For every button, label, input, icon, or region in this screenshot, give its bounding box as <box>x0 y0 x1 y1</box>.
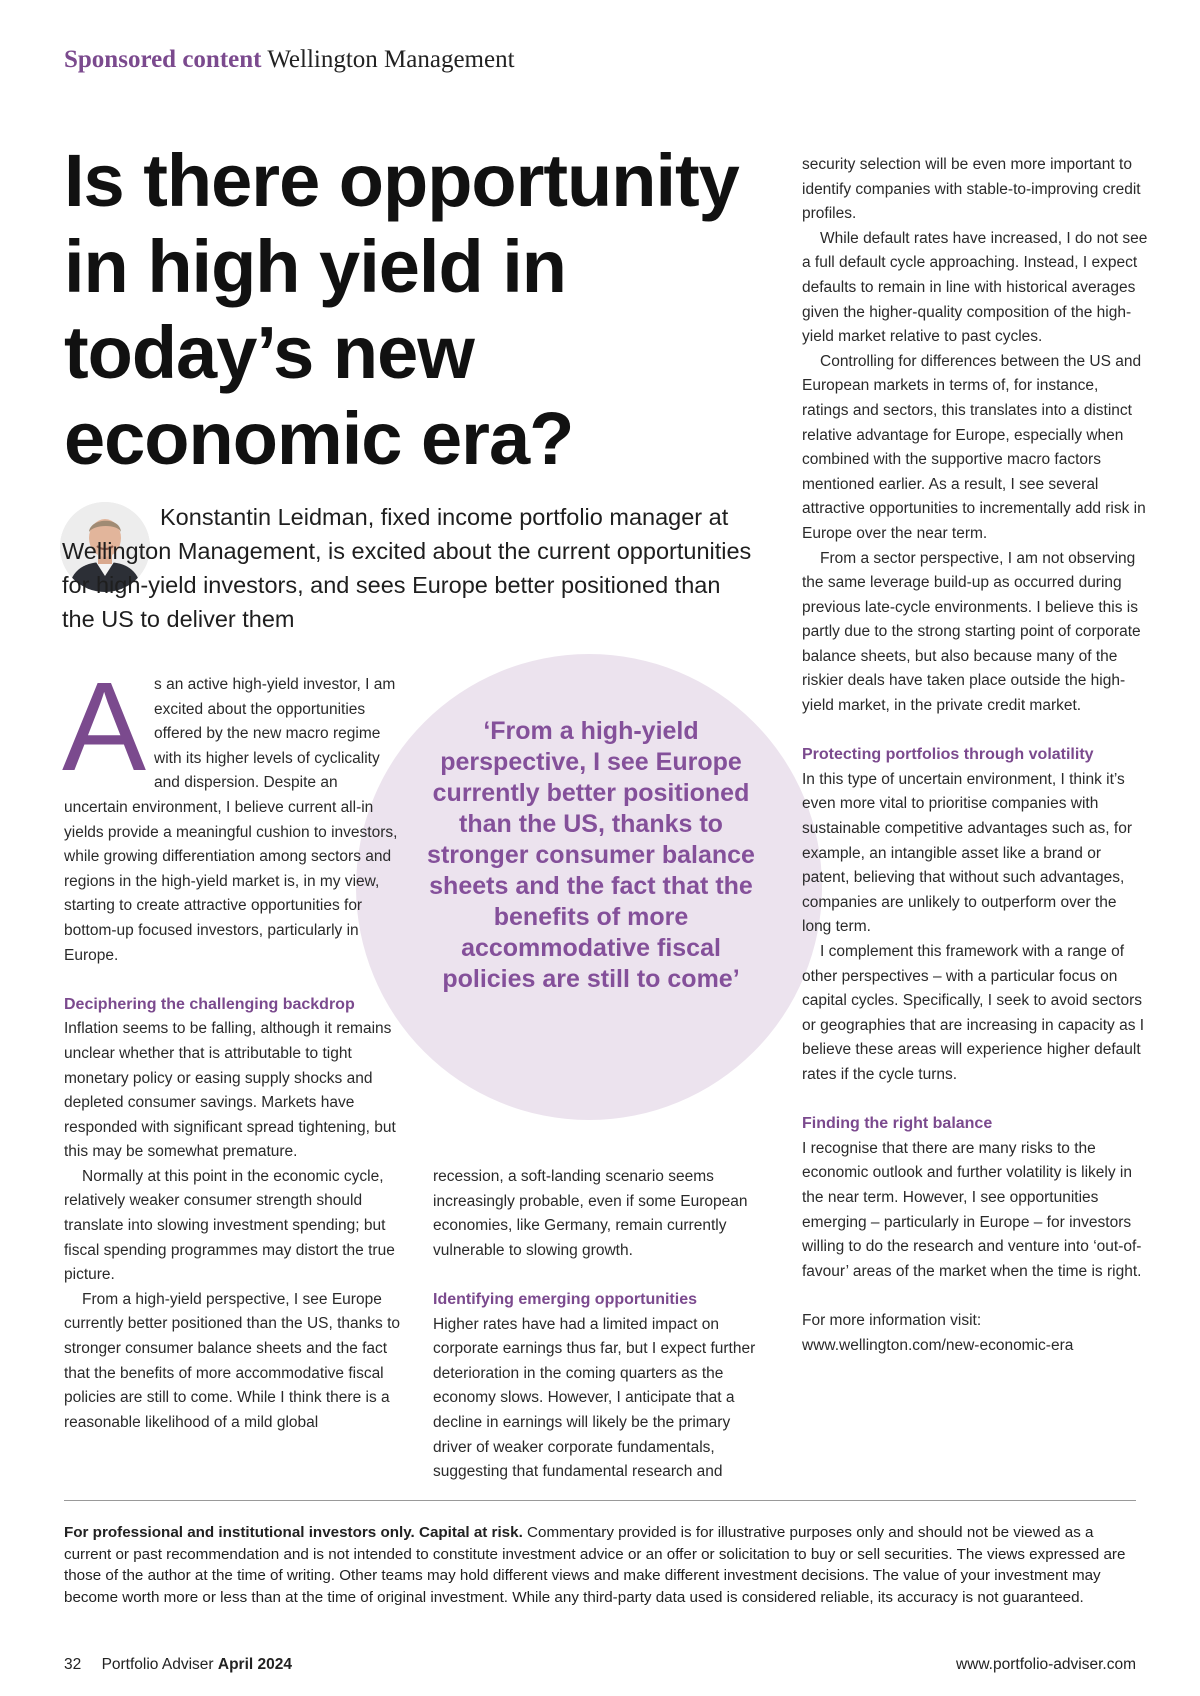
page-number: 32 <box>64 1656 82 1673</box>
article-column-3 <box>802 153 1148 1358</box>
disclaimer <box>64 1522 1139 1608</box>
divider <box>64 1500 1136 1501</box>
issue-date: April 2024 <box>217 1656 292 1673</box>
body-paragraph: Higher rates have had a limited impact on corporate earnings thus far, but I expect further deterioration in the coming quarters as the economy slows. However, I anticipate that a decline in earnings will likely be the primary driver of weaker corporate fundamentals, suggesting that fundamental research and <box>433 1315 756 1481</box>
body-paragraph: Controlling for differences between the US and European markets in terms of, for instance, ratings and sectors, this translates into a distinct relative advantage for Europe, especially when combined with the supportive macro factors mentioned earlier. As a result, I see several attractive opportunities to incrementally add risk in Europe over the near term. <box>802 352 1146 542</box>
standfirst <box>62 500 752 636</box>
publication-name: Portfolio Adviser <box>101 1656 214 1673</box>
footer-publication <box>64 1656 292 1674</box>
section-heading: Identifying emerging opportunities <box>433 1290 697 1308</box>
article-headline: Is there opportunity in high yield in today’s new economic era? <box>64 139 739 480</box>
article-column-2 <box>433 1165 773 1485</box>
pull-quote: ‘From a high-yield perspective, I see Europe currently better positioned than the US, thanks to stronger consumer balance sheets and the fact that the benefits of more accommodative fiscal policies are still to come’ <box>427 717 755 993</box>
more-info-link[interactable]: For more information visit: www.wellington.com/new-economic-era <box>802 1311 1074 1354</box>
disclaimer-text: Commentary provided is for illustrative purposes only and should not be viewed as a current or past recommendation and is not intended to constitute investment advice or an offer or solicitation to buy or sell securities. The views expressed are those of the author at the time of writing. Other teams may hold different views and make different investment decisions. The value of your investment may become worth more or less than at the time of original investment. While any third-party data used is considered reliable, its accuracy is not guaranteed. <box>64 1524 1126 1606</box>
disclaimer-bold: For professional and institutional investors only. Capital at risk. <box>64 1524 523 1541</box>
intro-paragraph: s an active high-yield investor, I am excited about the opportunities offered by the new macro regime with its higher levels of cyclicality and dispersion. Despite an uncertain environment, I believe current all-in yields provide a meaningful cushion to investors, while growing differentiation among sectors and regions in the high-yield market is, in my view, starting to create attractive opportunities for bottom-up focused investors, particularly in Europe. <box>64 676 398 964</box>
sponsor-org-name: Wellington Management <box>267 46 515 73</box>
section-heading: Finding the right balance <box>802 1115 993 1133</box>
article-column-1 <box>62 656 404 1435</box>
body-paragraph: I complement this framework with a range of other perspectives – with a particular focus on capital cycles. Specifically, I seek to avoid sectors or geographies that are increasing in capacity as I believe these areas will experience higher default rates if the cycle turns. <box>802 943 1145 1083</box>
body-paragraph: In this type of uncertain environment, I think it’s even more vital to prioritise companies with sustainable competitive advantages such as, for example, an intangible asset like a brand or patent, believing that without such advantages, companies are unlikely to outperform over the long term. <box>802 770 1132 936</box>
body-paragraph: I recognise that there are many risks to the economic outlook and further volatility is likely in the near term. However, I see opportunities emerging – particularly in Europe – for investors willing to do the research and venture into ‘out-of-favour’ areas of the market when the time is right. <box>802 1139 1142 1280</box>
body-paragraph: From a sector perspective, I am not observing the same leverage build-up as occurred during previous late-cycle environments. I believe this is partly due to the strong starting point of corporate balance sheets, but also because many of the riskier deals have taken place outside the high-yield market, in the private credit market. <box>802 549 1141 715</box>
body-paragraph: Normally at this point in the economic cycle, relatively weaker consumer strength should translate into slowing investment spending; but fiscal spending programmes may distort the true picture. <box>64 1167 395 1284</box>
sponsor-line <box>64 46 515 74</box>
standfirst-text: Konstantin Leidman, fixed income portfolio manager at Wellington Management, is excited about the current opportunities for high-yield investors, and sees Europe better positioned than the US to deliver them <box>62 504 752 632</box>
body-paragraph: While default rates have increased, I do not see a full default cycle approaching. Instead, I expect defaults to remain in line with historical averages given the higher-quality composition of the high-yield market relative to past cycles. <box>802 229 1148 346</box>
section-heading: Deciphering the challenging backdrop <box>64 995 355 1013</box>
drop-cap: A <box>62 656 147 797</box>
body-paragraph: recession, a soft-landing scenario seems increasingly probable, even if some European economies, like Germany, remain currently vulnerable to slowing growth. <box>433 1168 748 1259</box>
section-heading: Protecting portfolios through volatility <box>802 746 1094 764</box>
sponsored-content-label: Sponsored content <box>64 46 262 73</box>
body-paragraph: Inflation seems to be falling, although it remains unclear whether that is attributable to tight monetary policy or easing supply shocks and depleted consumer savings. Markets have responded with significant spread tightening, but this may be somewhat premature. <box>64 1020 396 1161</box>
body-paragraph: security selection will be even more important to identify companies with stable-to-improving credit profiles. <box>802 156 1141 223</box>
body-paragraph: From a high-yield perspective, I see Europe currently better positioned than the US, thanks to stronger consumer balance sheets and the fact that the benefits of more accommodative fiscal policies are still to come. While I think there is a reasonable likelihood of a mild global <box>64 1290 401 1431</box>
footer-website-link[interactable]: www.portfolio-adviser.com <box>955 1656 1136 1673</box>
